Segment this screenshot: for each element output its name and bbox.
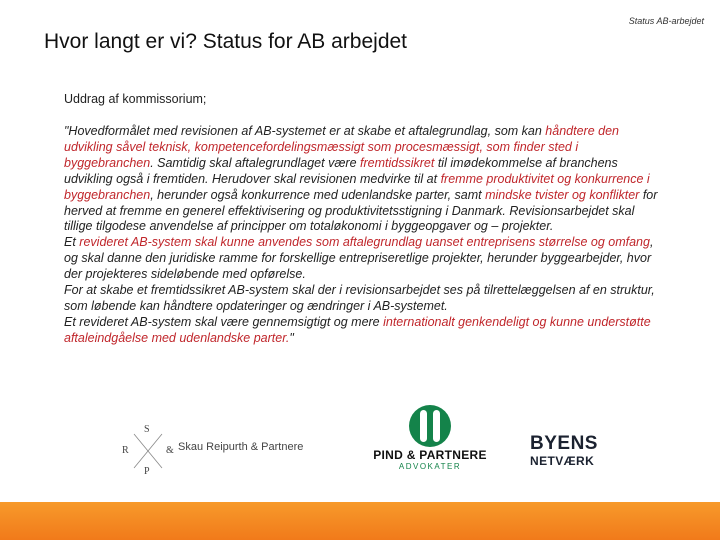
- quote-text: Et: [64, 235, 80, 250]
- commission-quote: [64, 124, 664, 347]
- highlighted-text: fremtidssikret: [360, 155, 435, 170]
- byens-logo-line2: NETVÆRK: [530, 454, 595, 468]
- pind-emblem-icon: [406, 404, 454, 448]
- quote-text: Et revideret AB-system skal være gennemsigtigt og mere: [64, 314, 384, 329]
- quote-text: for herved at fremme en generel effektivisering og produktivitetsstigning i Danmark. Revisionsarbejdet skal tillige tilgodese anvendelse af principper om totaløkonomi i byggeopgaver og – projekter.: [64, 187, 658, 234]
- quote-text: "Hovedformålet med revisionen af AB-systemet er at skabe et aftalegrundlag, som kan: [64, 124, 546, 138]
- pind-partnere-logo: [362, 404, 502, 476]
- quote-paragraph-1: [64, 124, 664, 235]
- skau-logo-text: Skau Reipurth & Partnere: [178, 441, 304, 453]
- header-tag: Status AB-arbejdet: [628, 16, 704, 26]
- skau-monogram-amp: &: [166, 445, 174, 456]
- skau-monogram-r: R: [122, 445, 129, 456]
- highlighted-text: håndtere den udvikling såvel teknisk, kompetencefordelingsmæssigt som procesmæssigt, som finder sted i byggebranchen: [64, 124, 619, 170]
- quote-text: ": [289, 330, 294, 345]
- highlighted-text: revideret AB-system skal kunne anvendes som aftalegrundlag uanset entreprisens størrelse og omfang: [79, 235, 650, 250]
- quote-paragraph-2: [64, 235, 664, 283]
- pind-logo-subtitle: ADVOKATER: [398, 462, 462, 471]
- highlighted-text: fremme produktivitet og konkurrence i byggebranchen: [64, 171, 650, 202]
- skau-monogram-s: S: [144, 424, 150, 435]
- footer-bar: [0, 502, 720, 540]
- skau-monogram-icon: [120, 424, 178, 477]
- skau-monogram-p: P: [144, 466, 150, 477]
- quote-text: til imødekommelse af branchens udvikling også i fremtiden. Herudover skal revisionen medvirke til at: [64, 155, 618, 186]
- quote-text: . Samtidig skal aftalegrundlaget være: [150, 155, 361, 170]
- quote-paragraph-3: [64, 283, 664, 315]
- page-title: Hvor langt er vi? Status for AB arbejdet: [44, 30, 408, 53]
- highlighted-text: mindske tvister og konflikter: [485, 187, 640, 202]
- pind-logo-name: PIND & PARTNERE: [373, 448, 487, 462]
- highlighted-text: internationalt genkendeligt og kunne understøtte aftaleindgåelse med udenlandske parter.: [64, 314, 651, 345]
- skau-reipurth-logo: [120, 424, 340, 477]
- quote-paragraph-4: [64, 315, 664, 347]
- quote-text: , og skal danne den juridiske ramme for forskellige entrepriseretlige projekter, herunder byggearbejder, hvor der projekteres sideløbende med opførelse.: [64, 235, 654, 282]
- intro-text: Uddrag af kommissorium;: [64, 92, 207, 106]
- quote-text: , herunder også konkurrence med udenlandske parter, samt: [150, 187, 486, 202]
- byens-netvaerk-logo: [530, 434, 598, 468]
- partner-logos: [0, 400, 720, 480]
- byens-logo-line1: BYENS: [530, 433, 598, 454]
- quote-text: For at skabe et fremtidssikret AB-system skal der i revisionsarbejdet ses på tilrettelæggelsen af en struktur, som løbende kan håndtere opdateringer og ændringer i AB-systemet.: [64, 283, 655, 313]
